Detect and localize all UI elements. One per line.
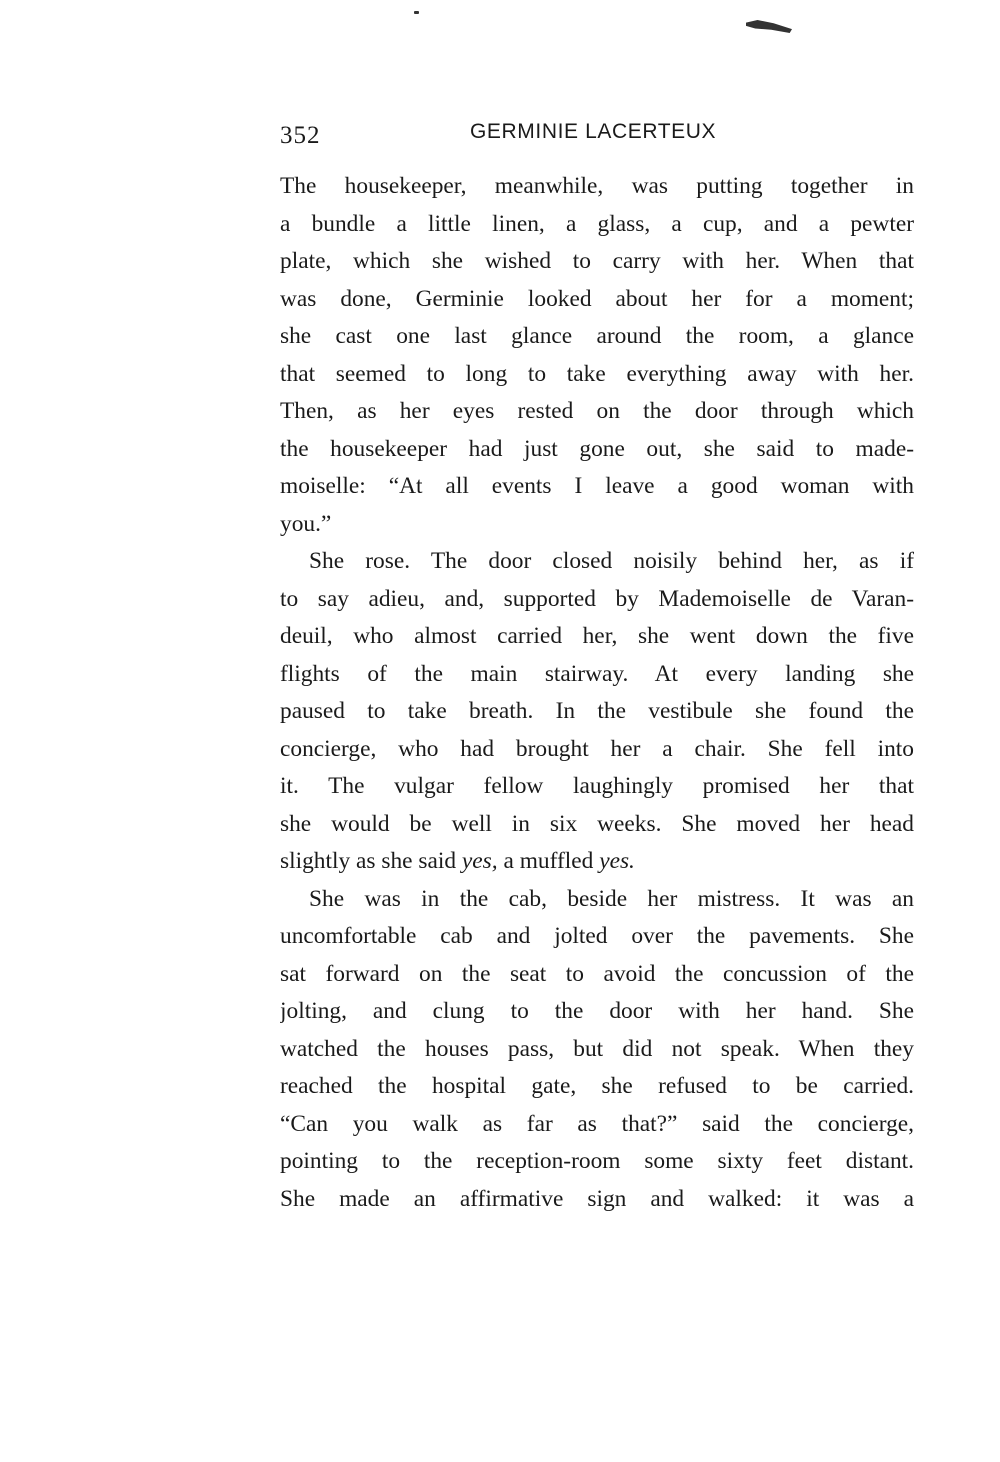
text-line: She made an affirmative sign and walked: it was a <box>280 1185 914 1212</box>
text-line: she would be well in six weeks. She moved her head <box>280 810 914 837</box>
text-line: plate, which she wished to carry with her. When that <box>280 248 914 274</box>
text-line: you.” <box>280 510 332 537</box>
text-line <box>280 843 914 881</box>
paragraph-1 <box>280 168 914 543</box>
italic-word: yes, <box>461 848 498 874</box>
text-line: The housekeeper, meanwhile, was putting together in <box>280 173 914 199</box>
text-line: She rose. The door closed noisily behind her, as if <box>309 548 914 574</box>
text-line: moiselle: “At all events I leave a good woman with <box>280 473 914 499</box>
page-header <box>280 118 914 152</box>
text-run: slightly as she said <box>280 848 462 874</box>
text-line: a bundle a little linen, a glass, a cup, and a pewter <box>280 210 914 237</box>
text-line: pointing to the reception-room some sixty feet distant. <box>280 1148 914 1174</box>
italic-word: yes. <box>599 848 635 874</box>
text-line: to say adieu, and, supported by Mademoiselle de Varan- <box>280 585 914 612</box>
text-line: She was in the cab, beside her mistress. It was an <box>309 885 914 912</box>
text-line: reached the hospital gate, she refused to be carried. <box>280 1073 914 1099</box>
text-line: watched the houses pass, but did not speak. When they <box>280 1035 914 1062</box>
ink-speck <box>414 11 419 14</box>
running-title: GERMINIE LACERTEUX <box>470 120 717 143</box>
text-line: Then, as her eyes rested on the door through which <box>280 398 914 424</box>
text-line: uncomfortable cab and jolted over the pavements. She <box>280 923 914 949</box>
text-line: deuil, who almost carried her, she went down the five <box>280 623 914 649</box>
ink-smudge <box>746 20 792 33</box>
text-line: “Can you walk as far as that?” said the concierge, <box>280 1110 914 1137</box>
text-line: was done, Germinie looked about her for a moment; <box>280 285 914 312</box>
text-line: the housekeeper had just gone out, she said to made- <box>280 435 914 462</box>
text-line: flights of the main stairway. At every landing she <box>280 660 914 687</box>
paragraph-2 <box>280 543 914 881</box>
text-line: she cast one last glance around the room, a glance <box>280 323 914 349</box>
paragraph-3 <box>280 881 914 1219</box>
body-text <box>280 168 914 1218</box>
text-line: jolting, and clung to the door with her hand. She <box>280 998 914 1024</box>
text-line: sat forward on the seat to avoid the concussion of the <box>280 960 914 987</box>
text-line: it. The vulgar fellow laughingly promised her that <box>280 773 914 799</box>
text-run: a muffled <box>497 848 600 874</box>
text-line: paused to take breath. In the vestibule she found the <box>280 698 914 724</box>
page-number: 352 <box>280 122 321 149</box>
text-line: concierge, who had brought her a chair. She fell into <box>280 735 914 762</box>
text-line: that seemed to long to take everything away with her. <box>280 360 914 387</box>
